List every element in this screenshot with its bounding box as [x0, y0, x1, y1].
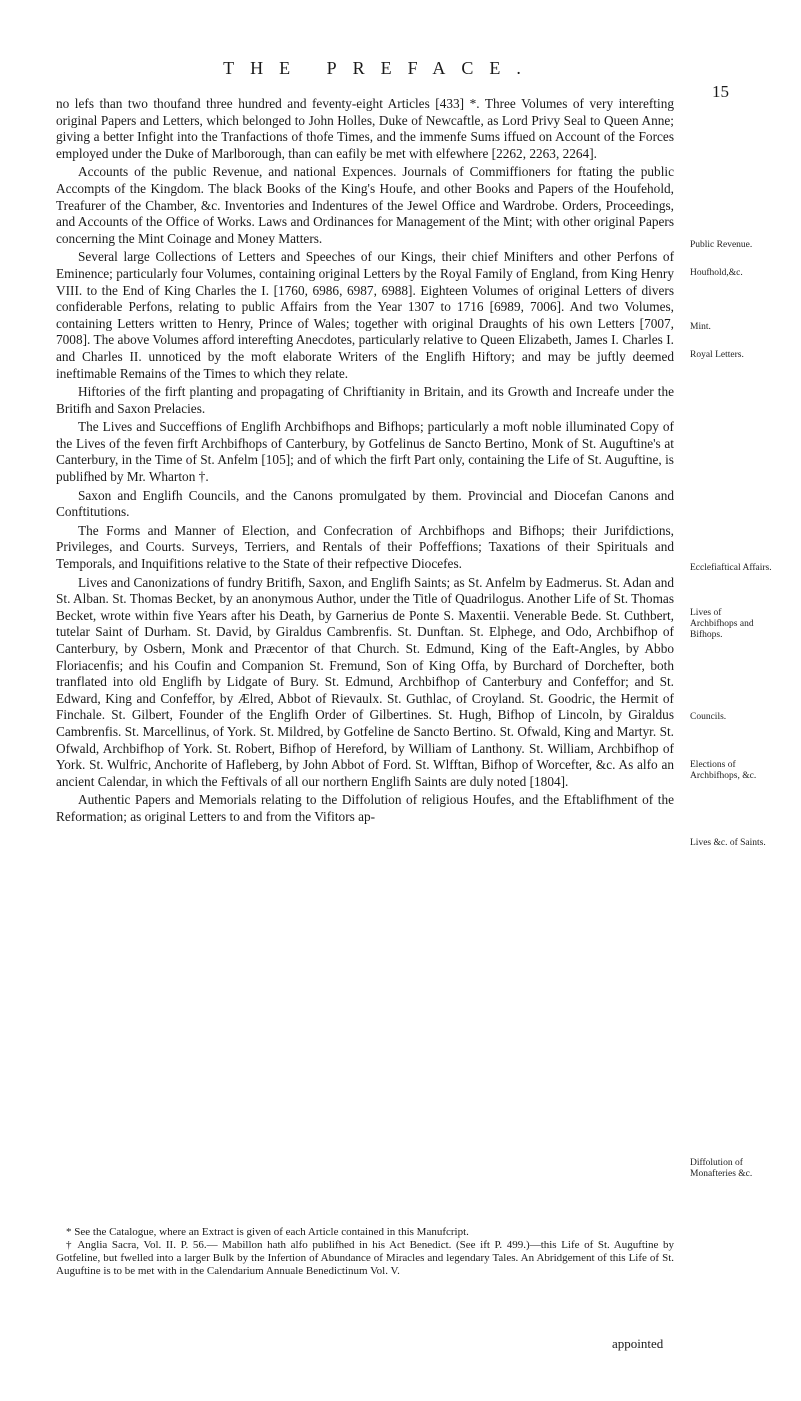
footnote: † Anglia Sacra, Vol. II. P. 56.— Mabillon hath alfo publifhed in his Act Benedict. (See ift P. 499.)—this Life of St. Auguftine by Gotfeline, but fwelled into a larger Bulk by the Infertion of Abundance of Miracles and legendary Tales. An Abridgement of this Life of St. Auguftine is to be met with in the Calendarium Annuale Benedictinum Vol. V. — [56, 1239, 674, 1277]
margin-note: Royal Letters. — [690, 350, 744, 360]
margin-note: Councils. — [690, 712, 727, 722]
margin-note: Elections of Archbifhops, &c. — [690, 760, 757, 781]
page-number: 15 — [712, 82, 729, 101]
paragraph: Accounts of the public Revenue, and national Expences. Journals of Commiffioners for ftating the public Accompts of the Kingdom. The black Books of the King's Houfe, and other Books and Papers of the Houfehold, Treafurer of the Chamber, &c. Inventories and Indentures of the Jewel Office and Wardrobe. Orders, Proceedings, and Accounts of the Office of Works. Laws and Ordinances for Management of the Mint; with other original Papers concerning the Mint Coinage and Money Matters. — [56, 164, 674, 246]
paragraph: The Forms and Manner of Election, and Confecration of Archbifhops and Bifhops; their Jurifdictions, Privileges, and Courts. Surveys, Terriers, and Rentals of their Poffeffions; Taxations of their Spirituals and Temporals, and Inquifitions relative to the State of their refpective Diocefes. — [56, 522, 674, 572]
margin-note: Lives of Archbifhops and Bifhops. — [690, 608, 754, 640]
margin-note: Public Revenue. — [690, 240, 753, 250]
footnote: * See the Catalogue, where an Extract is given of each Article contained in this Manufcript. — [66, 1226, 469, 1238]
margin-note: Lives &c. of Saints. — [690, 838, 766, 848]
catchword: appointed — [612, 1336, 664, 1351]
footnotes — [56, 1226, 674, 1278]
margin-note: Mint. — [690, 322, 711, 332]
margin-note: Diffolution of Monafteries &c. — [690, 1158, 753, 1179]
paragraph: no lefs than two thoufand three hundred and feventy-eight Articles [433] *. Three Volumes of very interefting original Papers and Letters, which belonged to John Holles, Duke of Newcaftle, as Lord Privy Seal to Queen Anne; giving a better Infight into the Tranfactions of thofe Times, and the immenfe Sums iffued on Account of the Forces employed under the Duke of Marlborough, than can eafily be met with elfewhere [2262, 2263, 2264]. — [56, 96, 674, 161]
margin-note: Ecclefiaftical Affairs. — [690, 563, 772, 573]
body-text — [56, 96, 674, 828]
running-head: THE PREFACE. — [223, 58, 537, 78]
margin-note: Houfhold,&c. — [690, 268, 743, 278]
paragraph: The Lives and Succeffions of Englifh Archbifhops and Bifhops; particularly a moft noble illuminated Copy of the Lives of the feven firft Archbifhops of Canterbury, by Gotfelinus de Sancto Bertino, Monk of St. Auguftine's at Canterbury, in the Time of St. Anfelm [105]; and of which the firft Part only, containing the Life of St. Auguftine, is publifhed by Mr. Wharton †. — [56, 419, 674, 485]
paragraph: Authentic Papers and Memorials relating to the Diffolution of religious Houfes, and the Eftablifhment of the Reformation; as original Letters to and from the Vifitors ap- — [56, 792, 674, 824]
paragraph: Saxon and Englifh Councils, and the Canons promulgated by them. Provincial and Diocefan Canons and Conftitutions. — [56, 487, 674, 520]
paragraph: Several large Collections of Letters and Speeches of our Kings, their chief Minifters and other Perfons of Eminence; particularly four Volumes, containing original Letters by the Royal Family of England, from King Henry VIII. to the End of King Charles the I. [1760, 6986, 6987, 6988]. Eighteen Volumes of original Letters of divers confiderable Perfons, relating to public Affairs from the Year 1307 to 1716 [6989, 7006]. And two Volumes, containing Letters written to Henry, Prince of Wales; together with original Draughts of his own Letters [7007, 7008]. The above Volumes afford interefting Anecdotes, particularly relative to Queen Elizabeth, James I. Charles I. and Charles II. unnoticed by the moft elaborate Writers of the Englifh Hiftory; and may be juftly deemed ineftimable Remains of the Times to which they relate. — [56, 249, 674, 381]
paragraph: Hiftories of the firft planting and propagating of Chriftianity in Britain, and its Growth and Increafe under the Britifh and Saxon Prelacies. — [56, 384, 674, 416]
paragraph: Lives and Canonizations of fundry Britifh, Saxon, and Englifh Saints; as St. Anfelm by Eadmerus. St. Adan and St. Alban. St. Thomas Becket, by an anonymous Author, under the Title of Quadrilogus. Another Life of St. Thomas Becket, wrote within five Years after his Death, by Garnerius de Ponte S. Maxentii. Venerable Bede. St. Cuthbert, tutelar Saint of Durham. St. David, by Giraldus Cambrenfis. St. Dunftan. St. Elphege, and Odo, Archbifhop of Canterbury, by Osbern, Monk and Præcentor of that Church. St. Edmund, King of the Eaft-Angles, by Abbo Floriacenfis; and his Coufin and Companion St. Fremund, Son of King Offa, by Burchard of Dorchefter, both tranflated into old Englifh by Lidgate of Bury. St. Edmund, Archbifhop of Canterbury and Confeffor; and St. Edward, King and Confeffor, by Ælred, Abbot of Rievaulx. St. Guthlac, of Croyland. St. Goodric, the Hermit of Finchale. St. Gilbert, Founder of the Englifh Order of Gilbertines. St. Hugh, Bifhop of Lincoln, by Giraldus Cambrenfis. St. Marcellinus, of York. St. Mildred, by Gotfeline de Sancto Bertino. St. Ofwald, King and Martyr. St. Ofwald, Archbifhop of York. St. Robert, Bifhop of Hereford, by William of Lanthony. St. William, Archbifhop of York. St. Wulfric, Anchorite of Hafleberg, by John Abbot of Ford. St. Wlfftan, Bifhop of Worcefter, &c. As alfo an ancient Calendar, in which the Feftivals of all our northern Englifh Saints are duly noted [1804]. — [56, 574, 674, 789]
